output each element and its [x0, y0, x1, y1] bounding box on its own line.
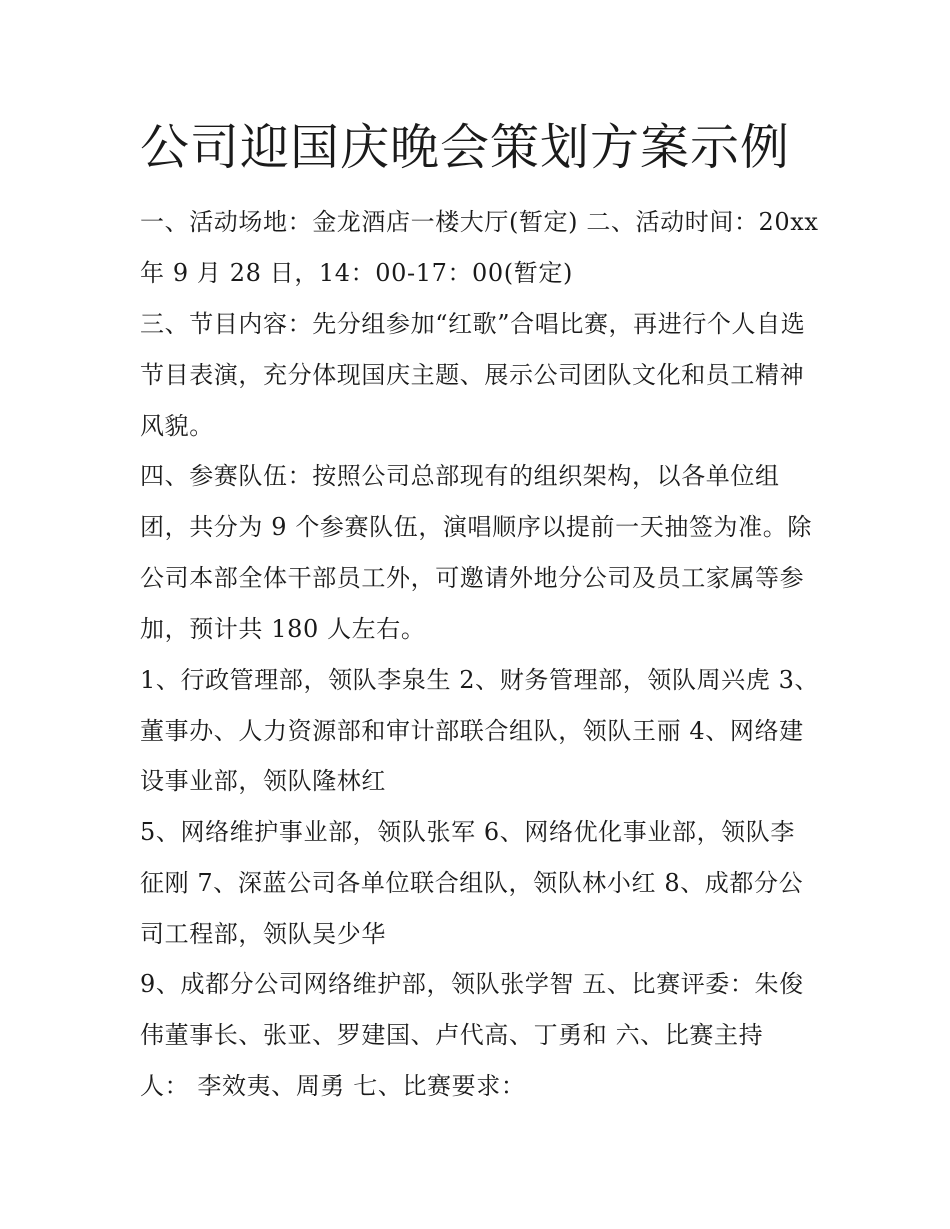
text-line: 一、活动场地：金龙酒店一楼大厅(暂定) 二、活动时间：20xx	[140, 208, 819, 236]
text-line: 风貌。	[140, 412, 214, 440]
text-line: 三、节目内容：先分组参加“红歌”合唱比赛，再进行个人自选	[140, 310, 806, 338]
text-line: 年 9 月 28 日，14：00-17：00(暂定)	[140, 259, 573, 287]
text-line: 1、行政管理部，领队李泉生 2、财务管理部，领队周兴虎 3、	[140, 666, 820, 694]
text-line: 9、成都分公司网络维护部，领队张学智 五、比赛评委：朱俊	[140, 970, 804, 998]
text-line: 人： 李效夷、周勇 七、比赛要求：	[140, 1072, 526, 1100]
text-line: 加，预计共 180 人左右。	[140, 615, 426, 643]
text-line: 征刚 7、深蓝公司各单位联合组队，领队林小红 8、成都分公	[140, 869, 804, 897]
text-line: 5、网络维护事业部，领队张军 6、网络优化事业部，领队李	[140, 818, 795, 846]
text-line: 团，共分为 9 个参赛队伍，演唱顺序以提前一天抽签为准。除	[140, 513, 812, 541]
text-line: 公司本部全体干部员工外，可邀请外地分公司及员工家属等参	[140, 564, 805, 592]
document-title: 公司迎国庆晚会策划方案示例	[140, 119, 791, 176]
text-line: 设事业部，领队隆林红	[140, 767, 386, 795]
text-line: 司工程部，领队吴少华	[140, 920, 386, 948]
text-line: 董事办、人力资源部和审计部联合组队，领队王丽 4、网络建	[140, 717, 804, 745]
text-line: 节目表演，充分体现国庆主题、展示公司团队文化和员工精神	[140, 361, 805, 389]
text-line: 四、参赛队伍：按照公司总部现有的组织架构，以各单位组	[140, 462, 780, 490]
text-line: 伟董事长、张亚、罗建国、卢代高、丁勇和 六、比赛主持	[140, 1021, 764, 1049]
